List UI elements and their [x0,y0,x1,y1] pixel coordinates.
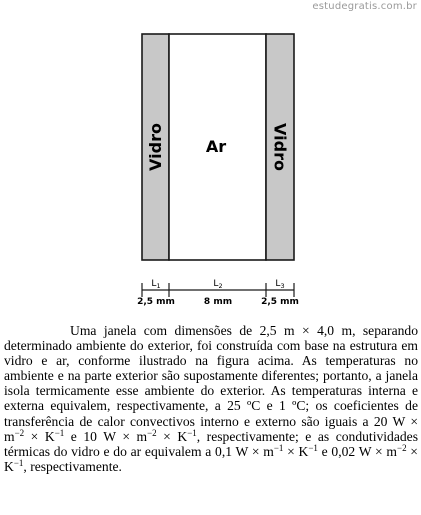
air-label: Ar [205,137,227,156]
dim-label-l3: $L_3$ [275,279,285,290]
dim-label-l2: $L_2$ [213,279,223,290]
exp-2: −1 [54,427,65,438]
dim-value-l3: 2,5 mm [261,297,299,307]
exp-5: −1 [273,442,284,453]
problem-text-9: , respectivamente. [23,458,122,474]
watermark: estudegratis.com.br [312,1,417,12]
exp-7: −2 [397,442,407,453]
problem-statement [4,323,418,474]
problem-text-2: × K [24,428,55,444]
exp-4: −1 [187,427,197,438]
dim-value-l2: 8 mm [203,297,233,307]
left-glass-label: Vidro [146,123,165,171]
right-glass-label: Vidro [270,123,290,171]
exp-8: −1 [13,457,24,468]
dim-label-l1: $L_1$ [151,279,161,290]
problem-text-3: e 10 W × m [64,428,148,444]
problem-text-8: × K [4,443,418,474]
exp-1: −2 [14,427,25,438]
problem-text-1: Uma janela com dimensões de 2,5 m × 4,0 m, separando determinado ambiente do exterior, foi construída com base na estrutura em vidro e ar, conforme ilustrado na figura acima. As temperaturas no ambiente e na parte exterior são supostamente diferentes; portanto, a janela isola termicamente esse ambiente do exterior. As temperaturas interna e externa equivalem, respectivamente, a 25 ºC e 1 ºC; os coeficientes de transferência de calor convectivos interno e externo são iguais a 20 W × m [4,323,418,444]
problem-text-4: × K [156,428,188,444]
problem-text-5: , respectivamente; e as condutividades térmicas do vidro e do ar equivalem a 0,1 W × m [4,428,418,459]
dim-value-l1: 2,5 mm [137,297,175,307]
exp-3: −2 [147,427,157,438]
problem-text-7: e 0,02 W × m [317,443,397,459]
problem-text-6: × K [283,443,309,459]
exp-6: −1 [308,442,318,453]
